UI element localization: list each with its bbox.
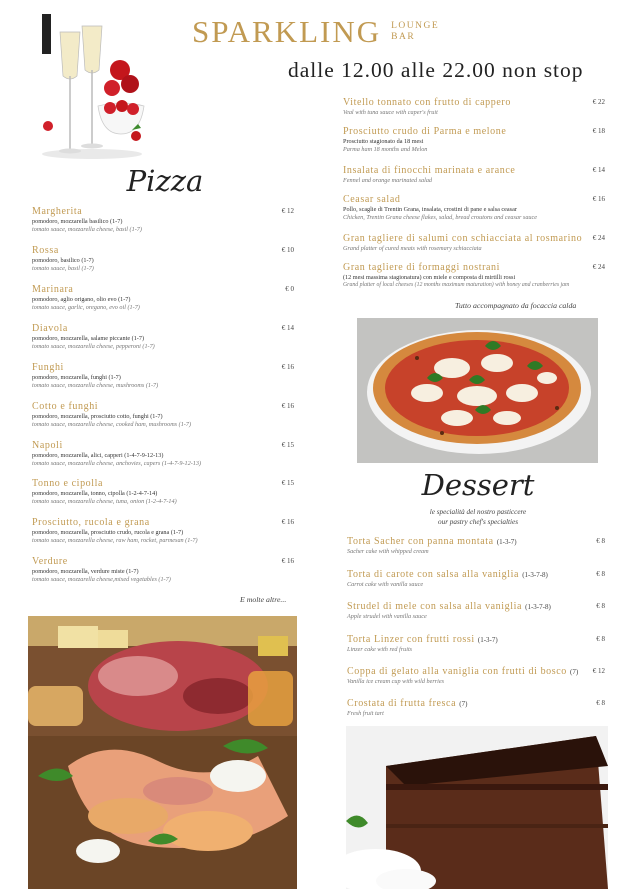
starter-item-ceasar-salad — [343, 194, 605, 221]
item-description-it: pomodoro, mozzarella, tonno, cipolla (1-2-4-7-14) — [32, 490, 158, 497]
pizza-item-marinara — [32, 284, 294, 311]
pizza-item-cotto-e-funghi — [32, 401, 294, 428]
item-name: Ceasar salad — [343, 194, 401, 205]
item-description-it: Prosciutto stagionato da 18 mesi — [343, 138, 424, 145]
item-name: Verdure — [32, 556, 68, 567]
item-name — [347, 634, 605, 645]
opening-hours: dalle 12.00 alle 22.00 non stop — [288, 58, 584, 82]
pizza-item-funghi — [32, 362, 294, 389]
item-price: € 10 — [281, 246, 294, 254]
item-price: € 24 — [592, 263, 605, 271]
item-price: € 24 — [592, 234, 605, 242]
item-description-en: Sacher cake with whipped cream — [347, 548, 429, 555]
item-name: Funghi — [32, 362, 64, 373]
item-name: Marinara — [32, 284, 74, 295]
item-name: Insalata di finocchi marinata e arance — [343, 165, 516, 176]
dessert-item-crostata — [347, 698, 605, 717]
item-name: Rossa — [32, 245, 59, 256]
pizza-item-prosciutto-rucola-grana — [32, 517, 294, 544]
item-description-it: pomodoro, mozzarella, prosciutto cotto, funghi (1-7) — [32, 413, 163, 420]
sacher-cake-image — [346, 726, 608, 889]
starter-item-tagliere-salumi — [343, 233, 605, 252]
item-description-it: pomodoro, mozzarella, salame piccante (1-7) — [32, 335, 145, 342]
item-description-en: Grand platter of cured meats with rosemary schiacciata — [343, 245, 482, 252]
item-name-text: Strudel di mele con salsa alla vaniglia — [347, 601, 523, 612]
item-description-en: tomato sauce, basil (1-7) — [32, 265, 94, 272]
item-description-en: Grand platter of local cheeses (12 months maximum maturation) with honey and cranberries jam — [343, 282, 570, 288]
item-name-text: Torta Sacher con panna montata — [347, 536, 494, 547]
item-description-en: Linzer cake with red fruits — [347, 646, 413, 653]
item-name: Margherita — [32, 206, 83, 217]
starters-footer-note: Tutto accompagnato da focaccia calda — [455, 301, 577, 310]
item-description-en: tomato sauce, mozzarella cheese, anchovies, capers (1-4-7-9-12-13) — [32, 460, 202, 467]
item-price: € 16 — [281, 363, 294, 371]
brand-name: SPARKLING — [192, 14, 382, 49]
item-description-en: Veal with tuna sauce with caper's fruit — [343, 109, 438, 116]
dessert-item-carote — [347, 569, 605, 588]
item-allergens: (7) — [459, 700, 468, 708]
item-description-en: Carrot cake with vanilla sauce — [347, 581, 424, 588]
item-name-text: Crostata di frutta fresca — [347, 698, 457, 709]
item-name: Diavola — [32, 323, 68, 334]
pizza-margherita-image — [357, 318, 598, 463]
item-description-en: tomato sauce, mozzarella cheese, basil (1-7) — [32, 226, 142, 233]
item-price: € 16 — [281, 518, 294, 526]
item-name-text: Coppa di gelato alla vaniglia con frutti di bosco — [347, 666, 567, 677]
item-description-en: Fennel and orange marinated salad — [343, 177, 433, 184]
item-price: € 8 — [596, 570, 605, 578]
item-allergens: (1-3-7-8) — [525, 603, 551, 611]
dessert-subtitle-it: le specialità del nostro pasticcere — [429, 508, 527, 516]
pizza-item-verdure — [32, 556, 294, 583]
item-name: Tonno e cipolla — [32, 478, 104, 489]
item-allergens: (7) — [570, 668, 579, 676]
item-price: € 15 — [281, 479, 294, 487]
item-description-en: tomato sauce, mozzarella cheese, mushrooms (1-7) — [32, 382, 159, 389]
pizza-item-tonno-e-cipolla — [32, 478, 294, 505]
champagne-glasses-strawberries-image — [36, 10, 148, 160]
brand-sub-bar: BAR — [391, 32, 416, 42]
pizza-item-diavola — [32, 323, 294, 350]
item-price: € 18 — [592, 127, 605, 135]
brand-logo — [192, 14, 439, 50]
dessert-section-title: Dessert — [421, 468, 535, 502]
item-allergens: (1-3-7) — [477, 636, 498, 644]
item-description-en: tomato sauce, mozzarella cheese, raw ham, rocket, parmesan (1-7) — [32, 537, 198, 544]
item-description-it: pomodoro, basilico (1-7) — [32, 257, 94, 264]
item-description-it: pomodoro, mozzarella, funghi (1-7) — [32, 374, 121, 381]
item-price: € 22 — [592, 98, 605, 106]
item-price: € 8 — [596, 699, 605, 707]
item-description-it: pomodoro, mozzarella, verdure miste (1-7) — [32, 568, 139, 575]
item-name: Napoli — [32, 440, 63, 451]
item-price: € 8 — [596, 537, 605, 545]
item-name — [347, 569, 605, 580]
item-description-en: tomato sauce, mozzarella cheese, pepperoni (1-7) — [32, 343, 155, 350]
item-name — [347, 666, 605, 677]
item-name — [347, 601, 605, 612]
pizza-footer-note: E molte altre... — [240, 595, 287, 604]
item-name: Prosciutto crudo di Parma e melone — [343, 126, 507, 137]
starter-item-tagliere-formaggi — [343, 262, 605, 288]
item-name — [347, 536, 605, 547]
item-name-text: Torta di carote con salsa alla vaniglia — [347, 569, 520, 580]
item-description-it: pomodoro, mozzarella, alici, capperi (1-4-7-9-12-13) — [32, 452, 164, 459]
item-price: € 12 — [592, 667, 605, 675]
item-description-it: pomodoro, aglio origano, olio evo (1-7) — [32, 296, 131, 303]
item-price: € 16 — [281, 557, 294, 565]
pizza-item-napoli — [32, 440, 294, 467]
item-description-en: Chicken, Trentin Grana cheese flakes, salad, bread croutons and ceasar sauce — [343, 214, 538, 221]
item-name-text: Torta Linzer con frutti rossi — [347, 634, 475, 645]
item-description-it: pomodoro, mozzarella basilico (1-7) — [32, 218, 123, 225]
starter-item-insalata-finocchi — [343, 165, 605, 184]
item-description-en: tomato sauce, mozzarella cheese, tuna, onion (1-2-4-7-14) — [32, 498, 177, 505]
item-price: € 0 — [285, 285, 294, 293]
item-price: € 16 — [592, 195, 605, 203]
item-allergens: (1-3-7) — [496, 538, 517, 546]
dessert-item-strudel — [347, 601, 605, 620]
item-price: € 12 — [281, 207, 294, 215]
starter-item-vitello-tonnato — [343, 97, 605, 116]
item-description-en: tomato sauce, mozzarella cheese,mixed vegetables (1-7) — [32, 576, 171, 583]
item-price: € 8 — [596, 602, 605, 610]
item-price: € 14 — [281, 324, 294, 332]
pizza-item-rossa — [32, 245, 294, 272]
item-description-en: Fresh fruit tart — [347, 710, 384, 717]
pizza-item-margherita — [32, 206, 294, 233]
item-allergens: (1-3-7-8) — [522, 571, 548, 579]
item-name: Vitello tonnato con frutto di cappero — [343, 97, 511, 108]
dessert-item-linzer — [347, 634, 605, 653]
starter-item-prosciutto-melone — [343, 126, 605, 153]
item-name: Cotto e funghi — [32, 401, 99, 412]
brand-sub-lounge: LOUNGE — [391, 21, 440, 31]
item-price: € 14 — [592, 166, 605, 174]
dessert-item-sacher — [347, 536, 605, 555]
item-description-en: Vanilla ice cream cup with wild berries — [347, 678, 445, 685]
dessert-item-coppa-gelato — [347, 666, 605, 685]
cured-meats-platter-image — [28, 616, 297, 889]
item-name: Prosciutto, rucola e grana — [32, 517, 150, 528]
pizza-section-title: Pizza — [126, 164, 204, 198]
item-name: Gran tagliere di salumi con schiacciata al rosmarino — [343, 233, 583, 244]
item-description-it: pomodoro, mozzarella, prosciutto crudo, rucola e grana (1-7) — [32, 529, 184, 536]
brand-subtitle — [391, 21, 439, 43]
item-description-it: (12 mesi massima stagionatura) con miele e composta di mirtilli rossi — [343, 274, 516, 281]
item-description-en: Apple strudel with vanilla sauce — [347, 613, 427, 620]
item-price: € 16 — [281, 402, 294, 410]
item-description-en: tomato sauce, garlic, oregano, evo oil (1-7) — [32, 304, 140, 311]
item-price: € 15 — [281, 441, 294, 449]
item-description-en: Parma ham 18 months and Melon — [343, 146, 428, 153]
item-description-it: Pollo, scaglie di Trentin Grana, insalata, crostini di pane e salsa ceasar — [343, 206, 517, 213]
item-price: € 8 — [596, 635, 605, 643]
item-description-en: tomato sauce, mozzarella cheese, cooked ham, mushrooms (1-7) — [32, 421, 192, 428]
dessert-subtitle-en: our pastry chef's specialties — [438, 518, 518, 526]
item-name — [347, 698, 605, 709]
item-name: Gran tagliere di formaggi nostrani — [343, 262, 501, 273]
